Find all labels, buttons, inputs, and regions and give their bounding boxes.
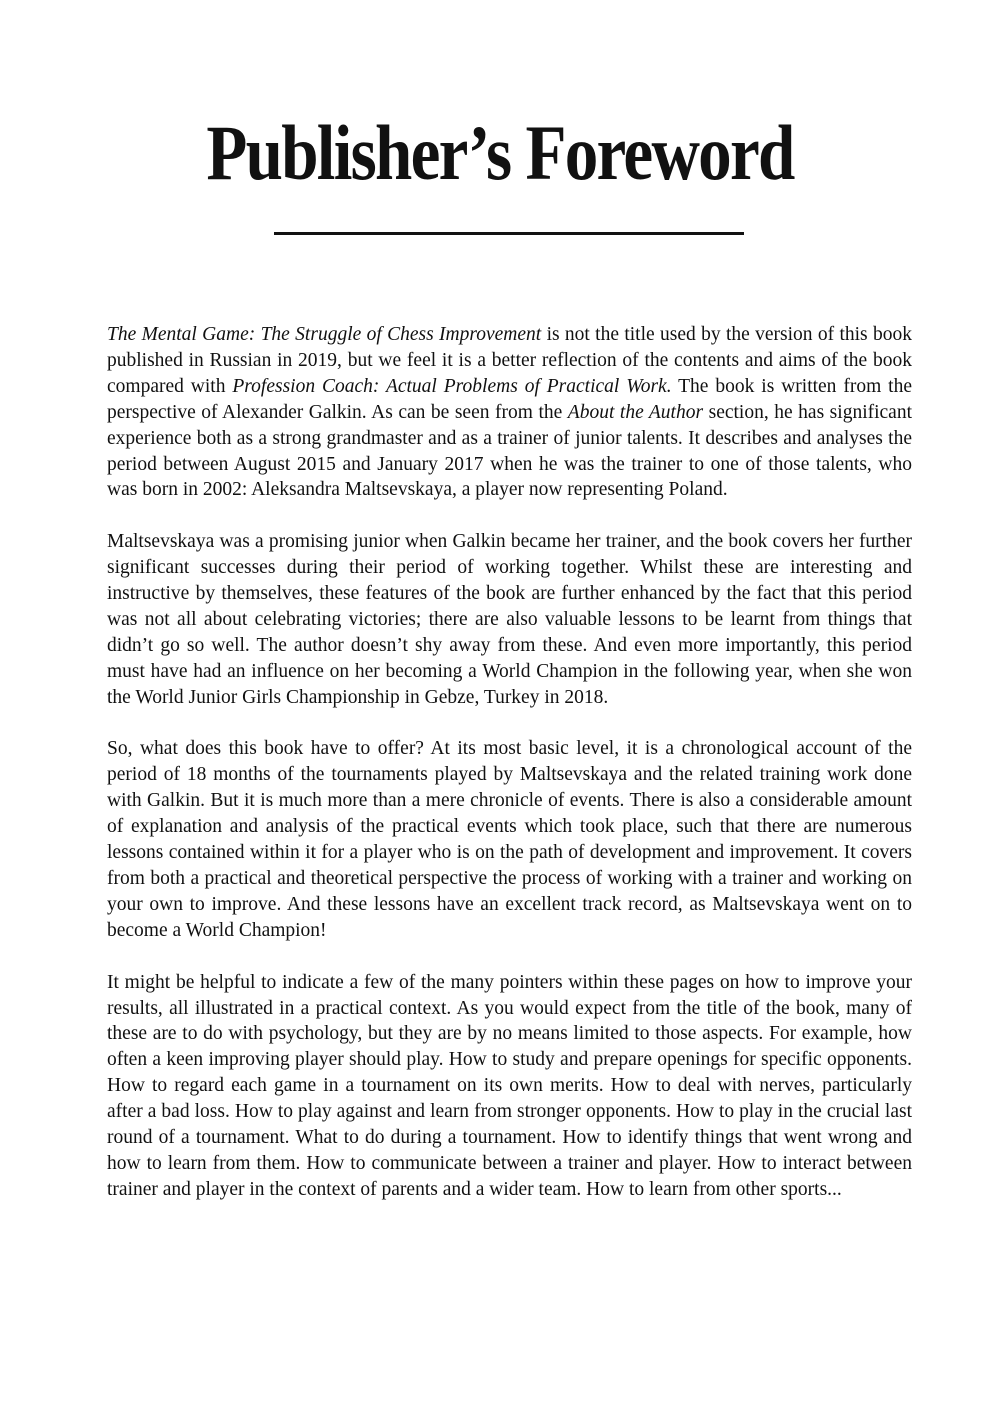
paragraph-2: Maltsevskaya was a promising junior when Galkin became her trainer, and the book covers her further significant successes during their period of working together. Whilst these are interesting and instructive by themselves, these features of the book are further enhanced by the fact that this period was not all about celebrating victories; there are also valuable lessons to be learnt from things that didn’t go so well. The author doesn’t shy away from these. And even more importantly, this period must have had an influence on her becoming a World Champion in the following year, when she won the World Junior Girls Championship in Gebze, Turkey in 2018. <box>107 531 912 708</box>
section-reference: About the Author <box>567 401 704 423</box>
title-divider <box>274 232 744 235</box>
paragraph-4: It might be helpful to indicate a few of the many pointers within these pages on how to improve your results, all illustrated in a practical context. As you would expect from the title of the book, many of these are to do with psychology, but they are by no means limited to those aspects. For example, how often a keen improving player should play. How to study and prepare openings for specific opponents. How to regard each game in a tournament on its own merits. How to deal with nerves, particularly after a bad loss. How to play against and learn from stronger opponents. How to play in the crucial last round of a tournament. What to do during a tournament. How to identify things that went wrong and how to learn from them. How to communicate between a trainer and player. How to interact between trainer and player in the context of parents and a wider team. How to learn from other sports... <box>107 971 912 1200</box>
paragraph-1-text-c: section, he has significant experience both as a strong grandmaster and as a trainer of junior talents. It describes and analyses the period between August 2015 and January 2017 when he was the trainer to one of those talents, who was born in 2002: Aleksandra Maltsevskaya, a player now representing Poland. <box>107 401 912 501</box>
paragraph-1-text-a: is not the title used by the version of this book published in Russian in 2019, but we feel it is a better reflection of the contents and aims of the book compared with <box>107 324 912 397</box>
page-title: Publisher’s Foreword <box>206 109 794 196</box>
book-title-english: The Mental Game: The Struggle of Chess Improvement <box>107 324 542 345</box>
paragraph-3: So, what does this book have to offer? At its most basic level, it is a chronological account of the period of 18 months of the tournaments played by Maltsevskaya and the related training work done with Galkin. But it is much more than a mere chronicle of events. There is also a considerable amount of explanation and analysis of the practical events which took place, such that there are numerous lessons contained within it for a player who is on the path of development and improvement. It covers from both a practical and theoretical perspective the process of working with a trainer and working on your own to improve. And these lessons have an excellent track record, as Maltsevskaya went on to become a World Champion! <box>107 738 912 941</box>
body-text <box>107 322 912 1203</box>
paragraph-1-text-b: The book is written from the perspective of Alexander Galkin. As can be seen from the <box>107 375 912 423</box>
book-title-russian: Profession Coach: Actual Problems of Practical Work. <box>232 375 672 397</box>
paragraph-1 <box>107 322 912 503</box>
